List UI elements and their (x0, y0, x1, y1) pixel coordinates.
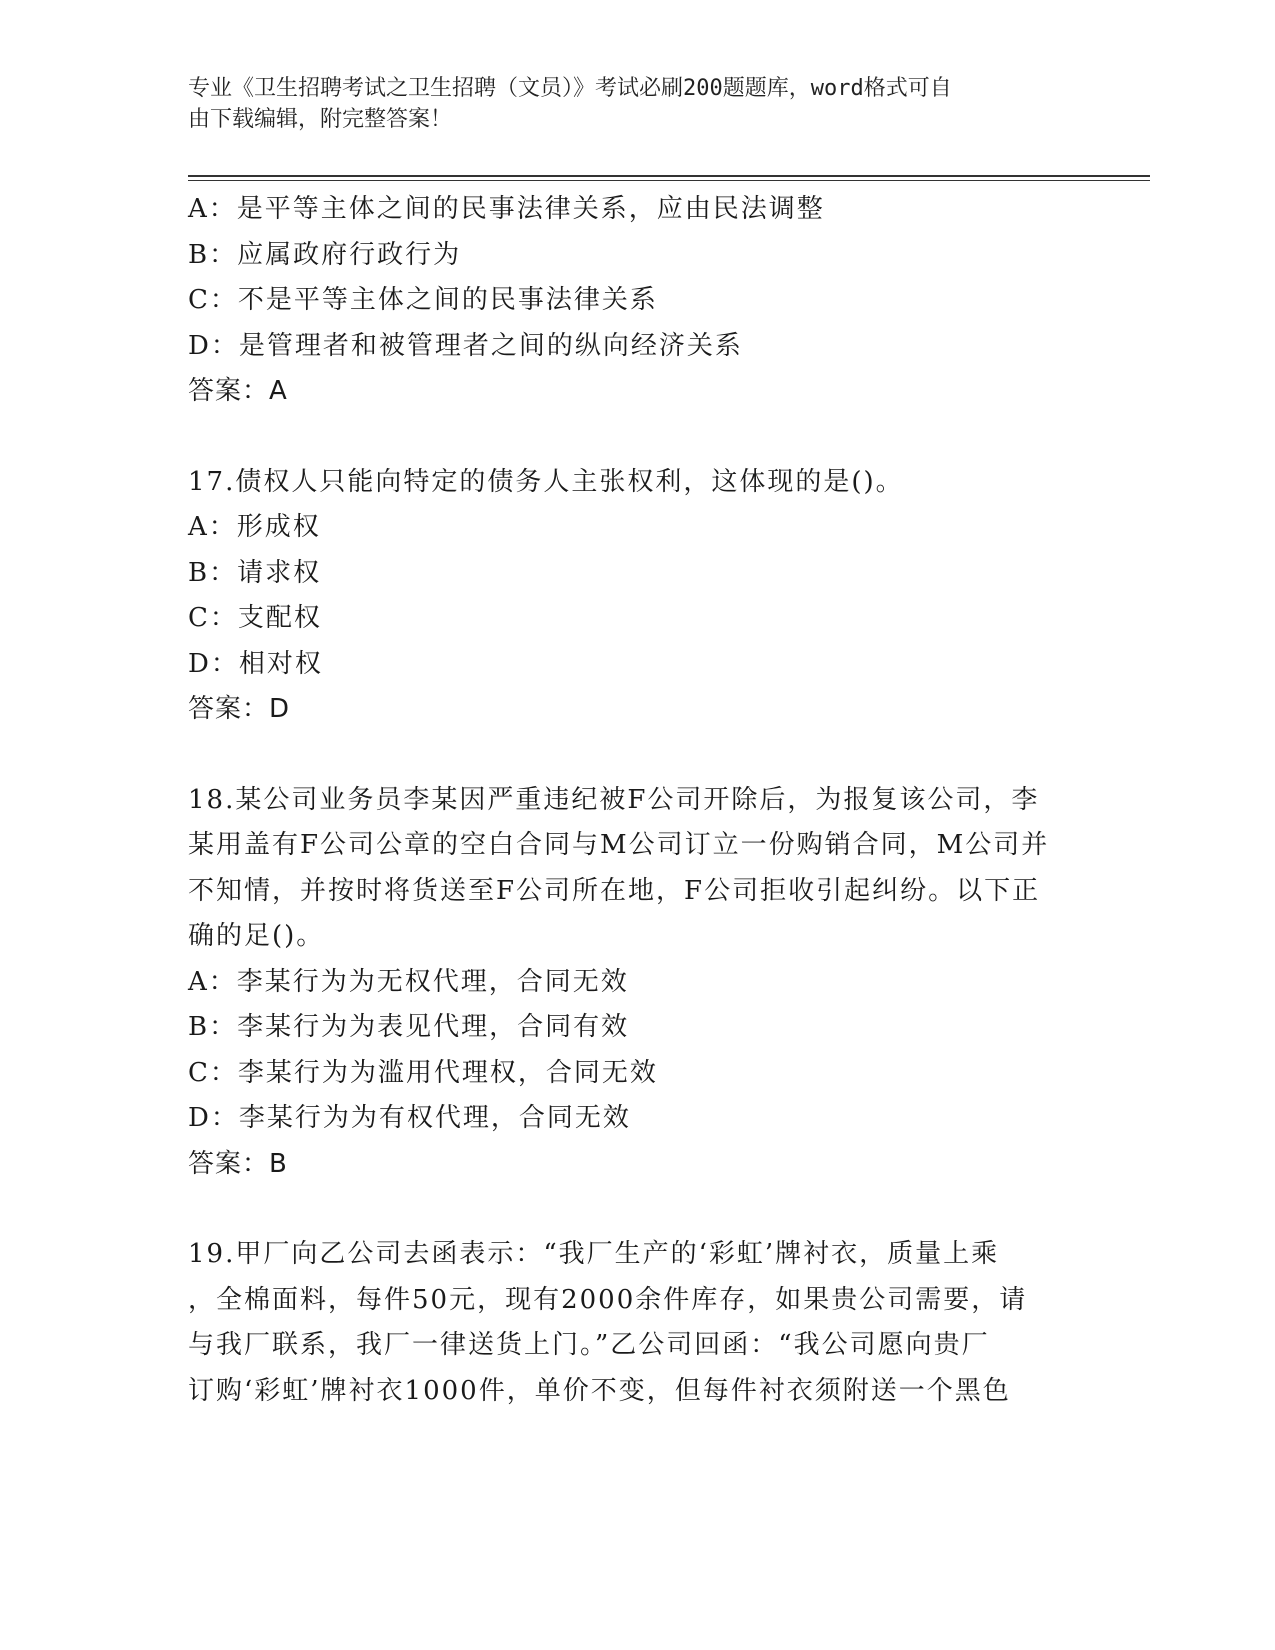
spacer (188, 733, 1088, 778)
option-b: B：李某行为为表见代理，合同有效 (188, 1012, 630, 1042)
spacer (188, 1187, 1088, 1232)
option-c: C：支配权 (188, 603, 322, 633)
header-line-2: 由下载编辑，附完整答案！ (188, 107, 453, 132)
option-c: C：不是平等主体之间的民事法律关系 (188, 285, 658, 315)
option-d: D：是管理者和被管理者之间的纵向经济关系 (188, 330, 743, 361)
question-stem-line: 与我厂联系，我厂一律送货上门。”乙公司回函：“我公司愿向贵厂 (188, 1330, 990, 1360)
question-stem-line: 19.甲厂向乙公司去函表示：“我厂生产的‘彩虹’牌衬衣，质量上乘 (188, 1239, 1000, 1269)
question-stem-line: 18.某公司业务员李某因严重违纪被F公司开除后，为报复该公司，李 (188, 784, 1040, 815)
header-rule-thick (188, 175, 1150, 177)
question-19 (188, 1232, 1088, 1414)
option-a: A：李某行为为无权代理，合同无效 (188, 966, 629, 997)
document-header (188, 73, 1088, 135)
header-rule-thin (188, 180, 1150, 181)
option-b: B：请求权 (188, 557, 322, 588)
question-18 (188, 778, 1088, 1188)
question-content (188, 187, 1088, 1414)
option-a: A：形成权 (188, 512, 321, 542)
question-16 (188, 187, 1088, 415)
question-stem-line: 确的足()。 (188, 921, 325, 951)
answer: 答案：B (188, 1148, 288, 1179)
option-d: D：相对权 (188, 648, 323, 679)
header-line-1: 专业《卫生招聘考试之卫生招聘（文员）》考试必刷200题题库，word格式可自 (188, 76, 952, 101)
question-stem-line: 订购‘彩虹’牌衬衣1000件，单价不变，但每件衬衣须附送一个黑色 (188, 1375, 1011, 1406)
option-d: D：李某行为为有权代理，合同无效 (188, 1103, 631, 1133)
answer: 答案：A (188, 376, 288, 406)
question-stem: 17.债权人只能向特定的债务人主张权利，这体现的是()。 (188, 466, 904, 497)
answer: 答案：D (188, 694, 291, 724)
option-a: A：是平等主体之间的民事法律关系，应由民法调整 (188, 194, 825, 224)
option-b: B：应属政府行政行为 (188, 239, 462, 270)
question-stem-line: ，全棉面料，每件50元，现有2000余件库存，如果贵公司需要，请 (188, 1284, 1028, 1315)
question-17 (188, 460, 1088, 733)
option-c: C：李某行为为滥用代理权，合同无效 (188, 1057, 658, 1088)
spacer (188, 415, 1088, 460)
question-stem-line: 不知情，并按时将货送至F公司所在地，F公司拒收引起纠纷。以下正 (188, 875, 1041, 906)
question-stem-line: 某用盖有F公司公章的空白合同与M公司订立一份购销合同，M公司并 (188, 830, 1050, 860)
